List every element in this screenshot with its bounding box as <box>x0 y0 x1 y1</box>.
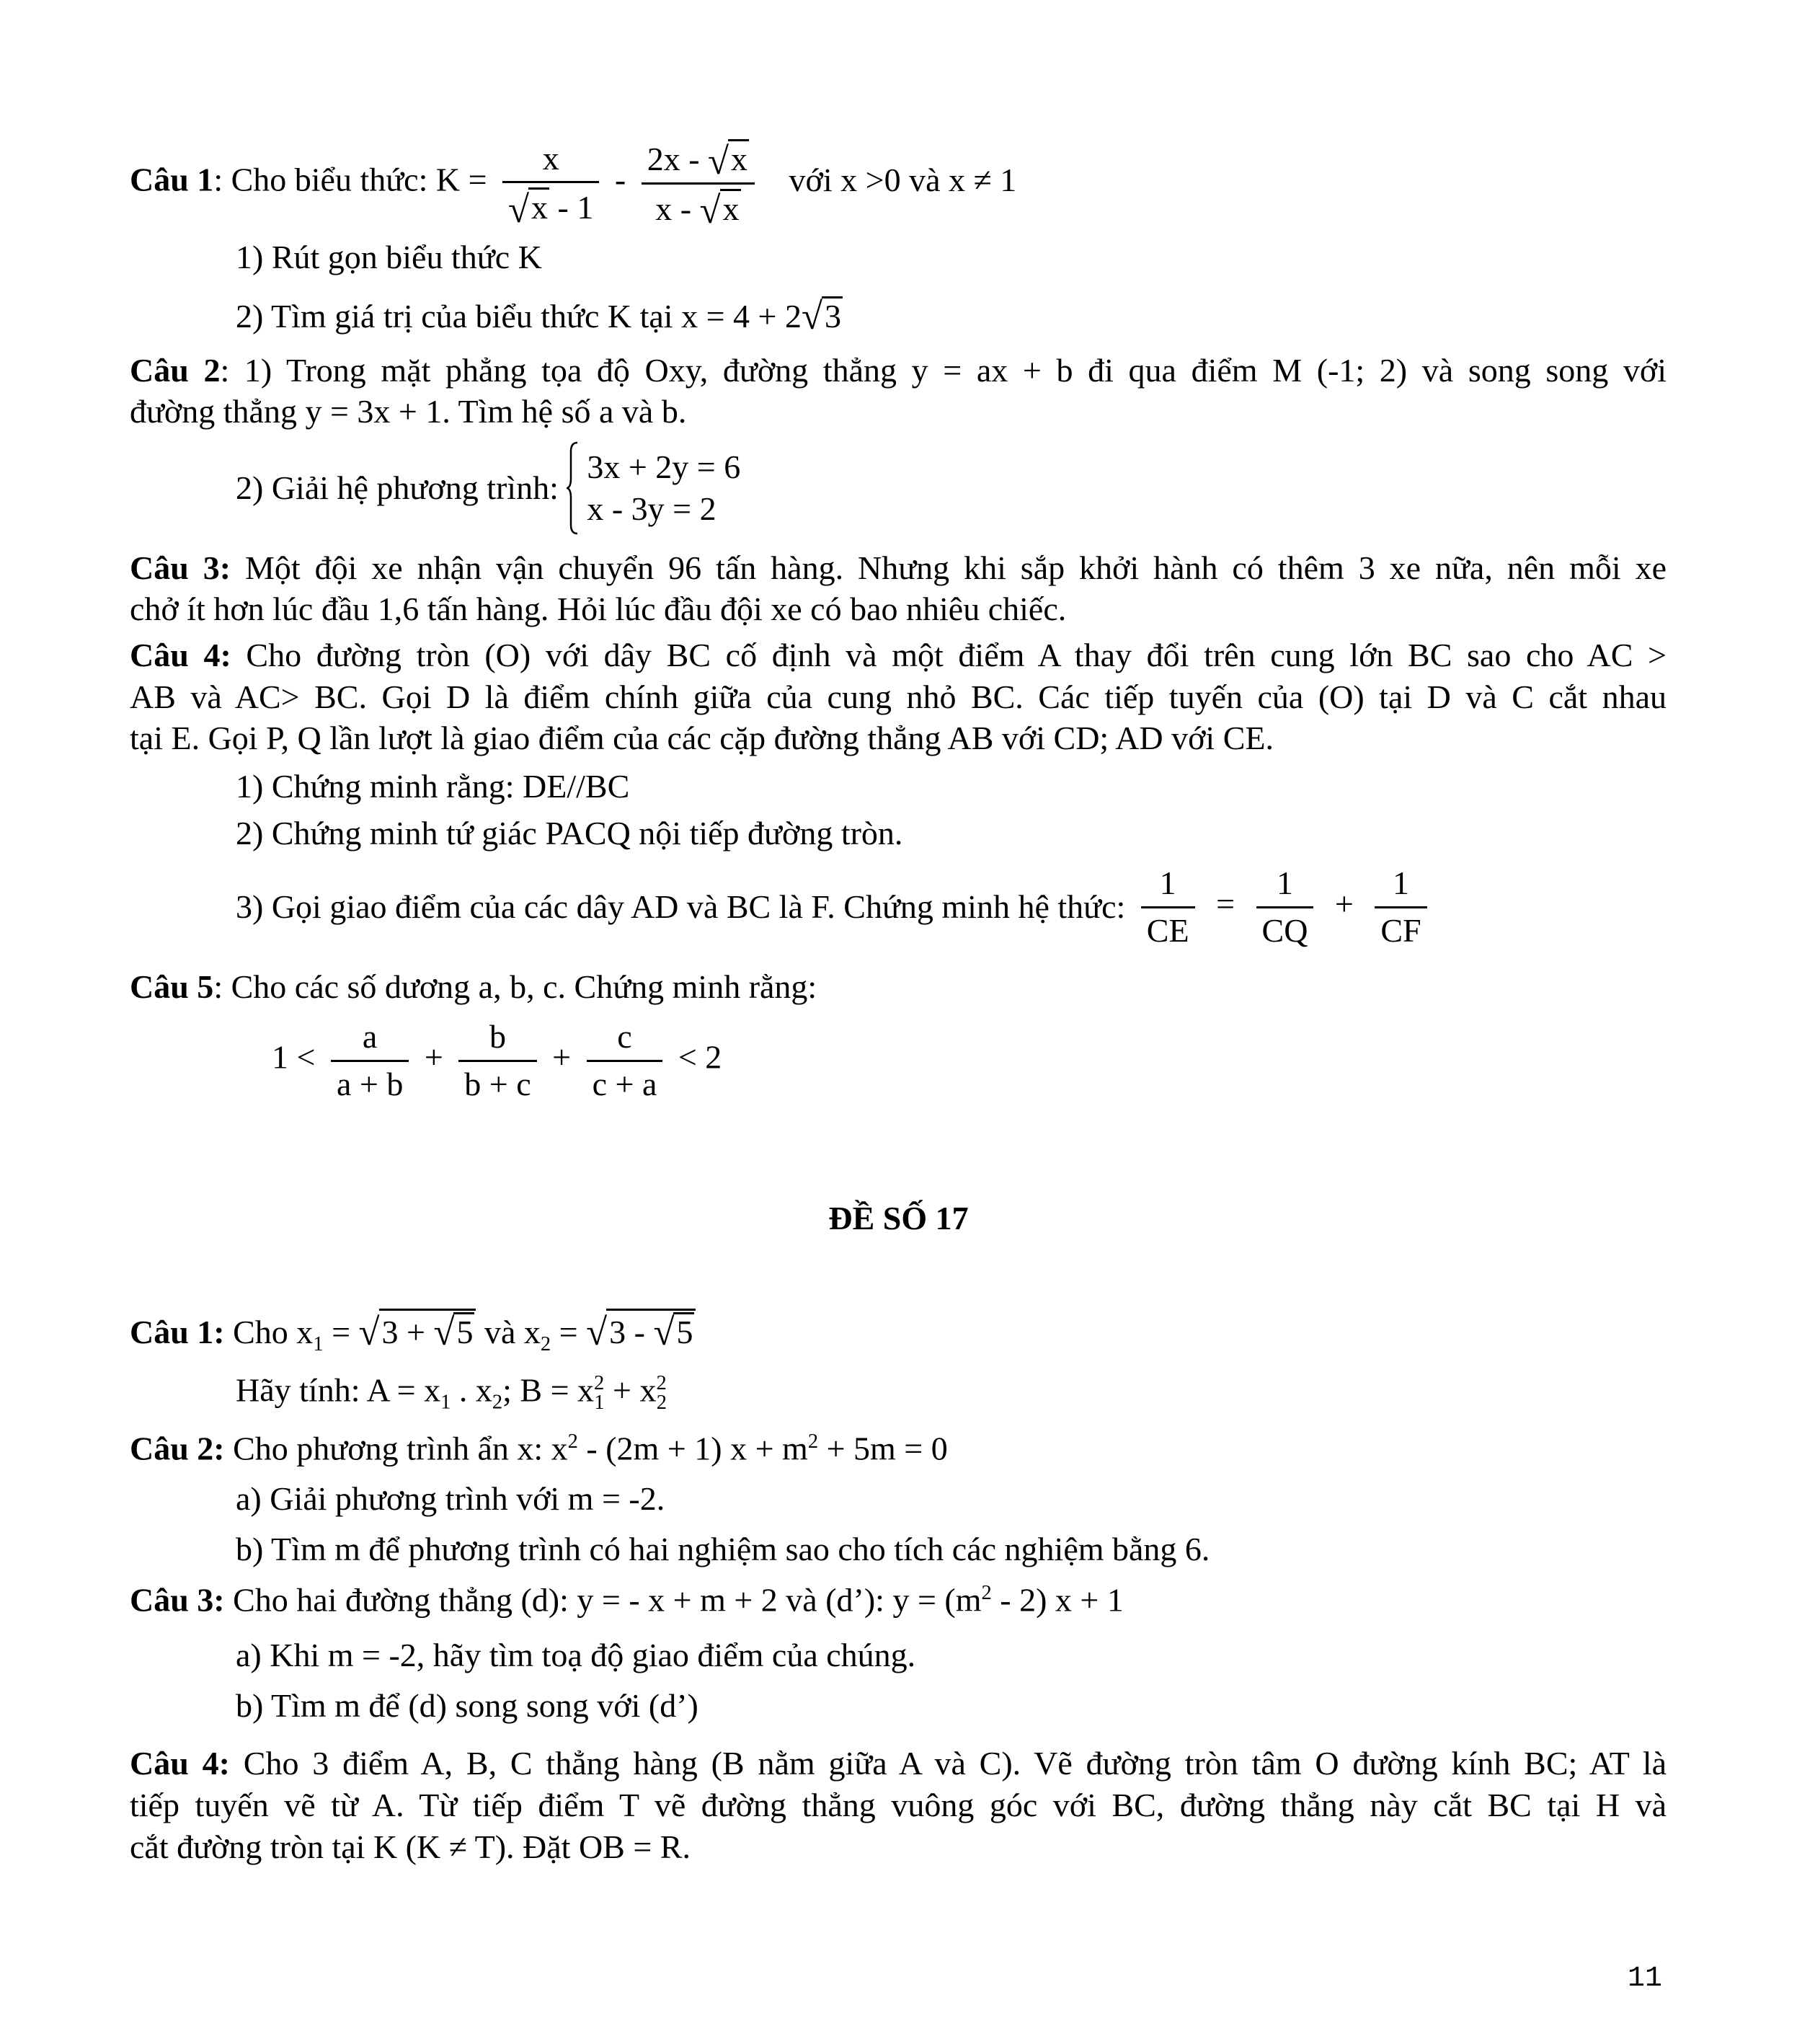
q4-line-3: tại E. Gọi P, Q lần lượt là giao điểm của các cặp đường thẳng AB với CD; AD với CE. <box>130 720 1274 756</box>
fraction-2: 2x - √ x x - √ x <box>642 139 755 227</box>
sqrt: √ x <box>699 190 740 232</box>
fraction-1: x √ x - 1 <box>502 141 599 226</box>
q5-statement: Câu 5: Cho các số dương a, b, c. Chứng minh rằng: <box>130 968 817 1005</box>
q2-part-2: 2) Giải hệ phương trình: 3x + 2y = 6 x - 3y = 2 <box>236 441 740 535</box>
q1-text: : Cho biểu thức: K = <box>213 161 487 198</box>
exam17-q1-label: Câu 1: <box>130 1314 225 1350</box>
sqrt: √ 3 - √ 5 <box>586 1309 696 1349</box>
q1-statement: Câu 1: Cho biểu thức: K = x √ x - 1 - 2x - √ x x - √ x với x >0 và x ≠ 1 <box>130 139 1017 232</box>
sqrt: √ x <box>708 140 748 182</box>
q3-label: Câu 3: <box>130 549 231 586</box>
exam17-q4-line-3: cắt đường tròn tại K (K ≠ T). Đặt OB = R. <box>130 1828 691 1865</box>
exam17-q2-label: Câu 2: <box>130 1430 225 1467</box>
exam-heading: ĐỀ SỐ 17 <box>828 1200 969 1236</box>
q1-part-1: 1) Rút gọn biểu thức K <box>236 239 542 275</box>
exam17-q3-part-a: a) Khi m = -2, hãy tìm toạ độ giao điểm của chúng. <box>236 1637 916 1673</box>
fraction-a: $\frac{a}{a + b}$ <box>331 1019 409 1102</box>
exam17-q2-part-b: b) Tìm m để phương trình có hai nghiệm sao cho tích các nghiệm bằng 6. <box>236 1531 1210 1567</box>
fraction-1-ce: $\frac{1}{CE}$ <box>1141 865 1195 949</box>
sqrt: √ 3 + √ 5 <box>359 1309 476 1349</box>
exam17-q1-compute: Hãy tính: $A = x_1$ . $x_2$; $B = x^2_1 + x^2_2$ <box>236 1371 667 1414</box>
page-number: 11 <box>1628 1963 1663 1995</box>
q4-part-1: 1) Chứng minh rằng: DE//BC <box>236 768 630 805</box>
exam17-q2-statement: Câu 2: Cho phương trình ẩn x: $x^2 - (2m + 1) x + m^2 + 5m = 0$ <box>130 1430 948 1467</box>
equation-1: 3x + 2y = 6 <box>587 448 741 485</box>
fraction-c: $\frac{c}{c + a}$ <box>587 1019 663 1102</box>
equation-system <box>567 441 740 535</box>
q4-part-3: 3) Gọi giao điểm của các dây AD và BC là F. Chứng minh hệ thức: $\frac{1}{CE}$ = $\frac{1}{CQ}$ + $\frac{1}{CF}$ <box>236 865 1434 949</box>
q4-part-2: 2) Chứng minh tứ giác PACQ nội tiếp đường tròn. <box>236 815 903 851</box>
exam17-q3-part-b: b) Tìm m để (d) song song với (d’) <box>236 1687 698 1724</box>
fraction-1-cf: $\frac{1}{CF}$ <box>1375 865 1426 949</box>
q2-label: Câu 2 <box>130 352 221 389</box>
exam17-q4-line-2: tiếp tuyến vẽ từ A. Từ tiếp điểm T vẽ đường thẳng vuông góc với BC, đường thẳng này cắt BC tại H và <box>130 1787 1667 1823</box>
exam17-q4-line-1: Câu 4: Cho 3 điểm A, B, C thẳng hàng (B nằm giữa A và C). Vẽ đường tròn tâm O đường kính BC; AT là <box>130 1745 1667 1782</box>
q1-condition: với x >0 và x ≠ 1 <box>789 161 1017 198</box>
q4-line-2: AB và AC> BC. Gọi D là điểm chính giữa của cung nhỏ BC. Các tiếp tuyến của (O) tại D và C cắt nhau <box>130 678 1667 715</box>
q1-part-2: 2) Tìm giá trị của biểu thức K tại x = 4 + 2 √ 3 <box>236 296 841 338</box>
q1-label: Câu 1 <box>130 161 214 198</box>
equation-2: x - 3y = 2 <box>587 490 716 527</box>
exam17-q3-statement: Câu 3: Cho hai đường thẳng (d): y = - x + m + 2 và (d’): $y = (m^2 - 2) x + 1$ <box>130 1581 1124 1619</box>
q4-label: Câu 4: <box>130 637 231 673</box>
exam17-q4-label: Câu 4: <box>130 1745 230 1782</box>
sqrt: √ x <box>508 188 549 231</box>
q4-line-1: Câu 4: Cho đường tròn (O) với dây BC cố định và một điểm A thay đổi trên cung lớn BC sao cho AC > <box>130 637 1667 673</box>
sqrt: √ 5 <box>433 1311 474 1354</box>
q3-line-2: chở ít hơn lúc đầu 1,6 tấn hàng. Hỏi lúc đầu đội xe có bao nhiêu chiếc. <box>130 590 1067 627</box>
exam17-q2-part-a: a) Giải phương trình với m = -2. <box>236 1480 665 1517</box>
q2-line-1: Câu 2: 1) Trong mặt phẳng tọa độ Oxy, đường thẳng y = ax + b đi qua điểm M (-1; 2) và song song với <box>130 352 1667 389</box>
fraction-b: $\frac{b}{b + c}$ <box>458 1019 536 1102</box>
exam17-q1-statement: Câu 1: Cho $x_1$ = √ 3 + √ 5 và $x_2$ = √ 3 - √ 5 <box>130 1309 696 1355</box>
left-brace-icon <box>567 441 578 535</box>
q3-line-1: Câu 3: Một đội xe nhận vận chuyển 96 tấn hàng. Nhưng khi sắp khởi hành có thêm 3 xe nữa, nên mỗi xe <box>130 549 1667 586</box>
exam17-q3-label: Câu 3: <box>130 1581 225 1619</box>
sqrt: √ 3 <box>801 296 841 338</box>
q2-line-2: đường thẳng y = 3x + 1. Tìm hệ số a và b. <box>130 393 687 430</box>
q5-inequality: 1 < $\frac{a}{a + b}$ + $\frac{b}{b + c}$ + $\frac{c}{c + a}$ < 2 <box>272 1018 722 1102</box>
fraction-1-cq: $\frac{1}{CQ}$ <box>1256 865 1314 949</box>
q5-label: Câu 5 <box>130 968 214 1005</box>
sqrt: √ 5 <box>653 1311 693 1354</box>
